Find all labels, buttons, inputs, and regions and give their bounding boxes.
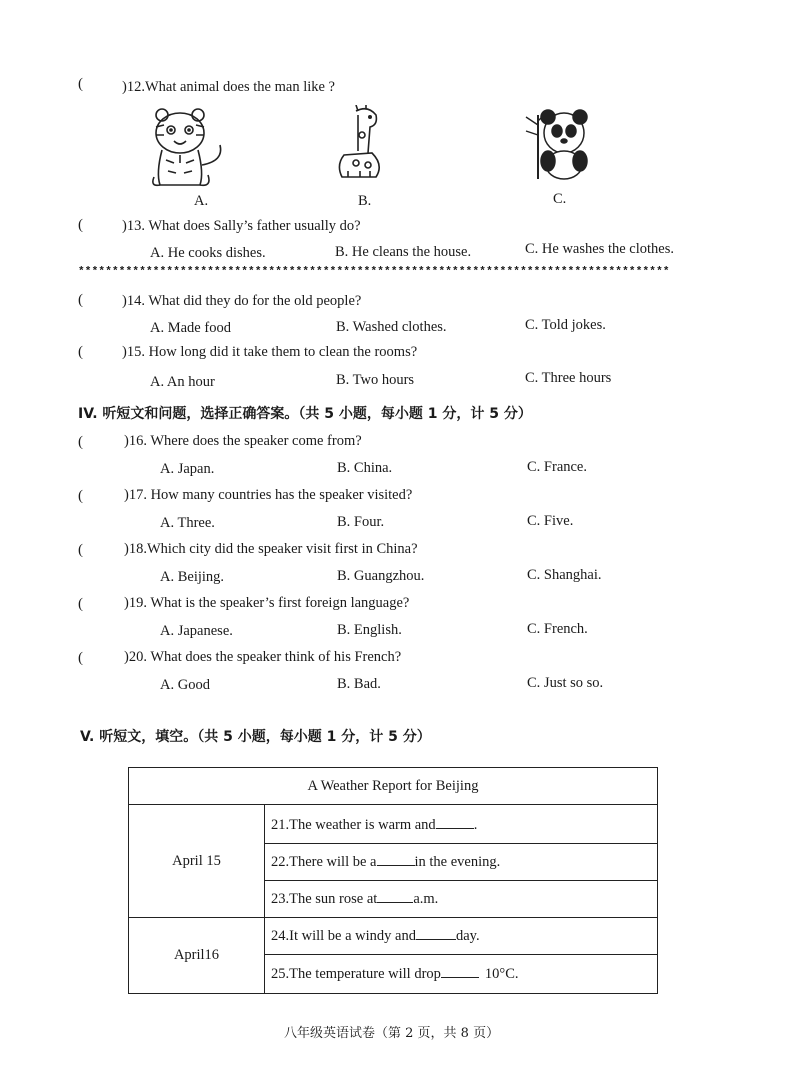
answer-paren: ( (78, 434, 83, 450)
answer-blank-24[interactable] (416, 925, 456, 940)
star-divider: *************************************************************************************** (78, 266, 670, 278)
option-17b: B. Four. (337, 514, 385, 530)
option-13b: B. He cleans the house. (335, 244, 472, 260)
fill-item-21: 21.The weather is warm and . (265, 805, 658, 844)
answer-blank-22[interactable] (377, 851, 415, 866)
option-20c: C. Just so so. (527, 675, 604, 691)
fill-item-24: 24.It will be a windy and day. (265, 918, 658, 955)
tiger-icon (140, 105, 230, 193)
weather-report-table (128, 767, 658, 994)
option-16c: C. France. (527, 459, 587, 475)
option-15b: B. Two hours (336, 372, 415, 388)
question-16-stem: )16. Where does the speaker come from? (124, 433, 362, 449)
option-12c: C. (553, 191, 567, 207)
answer-paren: ( (78, 542, 83, 558)
option-17c: C. Five. (527, 513, 574, 529)
option-15a: A. An hour (150, 374, 215, 390)
option-18a: A. Beijing. (160, 569, 225, 585)
option-19b: B. English. (337, 622, 402, 638)
panda-icon (520, 105, 598, 183)
answer-blank-23[interactable] (377, 888, 413, 903)
table-title: A Weather Report for Beijing (129, 768, 658, 805)
question-18-stem: )18.Which city did the speaker visit first in China? (124, 541, 418, 557)
option-13a: A. He cooks dishes. (150, 245, 266, 261)
question-20-stem: )20. What does the speaker think of his French? (124, 649, 402, 665)
answer-paren: ( (78, 217, 83, 233)
answer-paren: ( (78, 650, 83, 666)
fill-item-22: 22.There will be a in the evening. (265, 844, 658, 881)
answer-paren: ( (78, 488, 83, 504)
option-15c: C. Three hours (525, 370, 612, 386)
question-15-stem: )15. How long did it take them to clean the rooms? (122, 344, 418, 360)
answer-paren: ( (78, 292, 83, 308)
question-17-stem: )17. How many countries has the speaker visited? (124, 487, 413, 503)
page-footer: 八年级英语试卷（第 2 页，共 8 页） (284, 1026, 500, 1041)
option-19a: A. Japanese. (160, 623, 233, 639)
date-cell-april-15: April 15 (129, 805, 265, 918)
answer-paren: ( (78, 344, 83, 360)
answer-paren: ( (78, 596, 83, 612)
answer-blank-25[interactable] (441, 963, 479, 978)
option-18b: B. Guangzhou. (337, 568, 425, 584)
fill-item-23: 23.The sun rose at a.m. (265, 881, 658, 918)
option-12b: B. (358, 193, 372, 209)
option-18c: C. Shanghai. (527, 567, 602, 583)
option-12a: A. (194, 193, 209, 209)
question-12-stem: )12.What animal does the man like ? (122, 79, 335, 95)
option-16b: B. China. (337, 460, 393, 476)
option-14a: A. Made food (150, 320, 231, 336)
question-13-stem: )13. What does Sally’s father usually do? (122, 218, 361, 234)
fill-item-25: 25.The temperature will drop 10°C. (265, 955, 658, 994)
option-13c: C. He washes the clothes. (525, 241, 674, 257)
question-14-stem: )14. What did they do for the old people? (122, 293, 362, 309)
option-16a: A. Japan. (160, 461, 215, 477)
option-17a: A. Three. (160, 515, 215, 531)
question-19-stem: )19. What is the speaker’s first foreign language? (124, 595, 410, 611)
giraffe-icon (332, 105, 392, 183)
answer-paren: ( (78, 76, 83, 92)
answer-blank-21[interactable] (436, 814, 474, 829)
option-14b: B. Washed clothes. (336, 319, 447, 335)
option-19c: C. French. (527, 621, 588, 637)
section-5-heading: V. 听短文，填空。（共 5 小题，每小题 1 分，计 5 分） (80, 729, 431, 745)
section-4-heading: IV. 听短文和问题，选择正确答案。（共 5 小题，每小题 1 分，计 5 分） (78, 406, 532, 422)
date-cell-april-16: April16 (129, 918, 265, 994)
option-20b: B. Bad. (337, 676, 381, 692)
option-14c: C. Told jokes. (525, 317, 606, 333)
option-20a: A. Good (160, 677, 210, 693)
